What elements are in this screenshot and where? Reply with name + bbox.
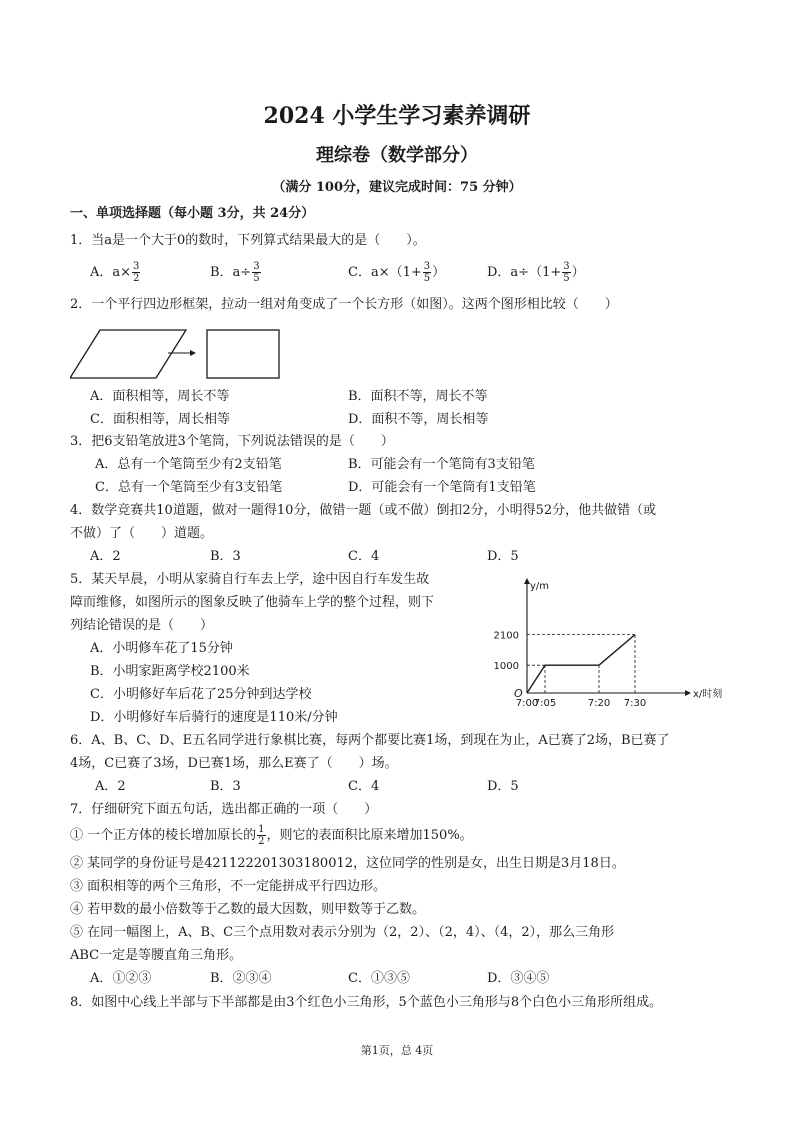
q1-option-c: C．a×（1+ $\frac{3}{5}$ ） xyxy=(348,261,446,284)
x-axis-label: x/时刻 xyxy=(693,689,723,700)
q7-statement-5-line2: ABC一定是等腰直角三角形。 xyxy=(70,948,243,963)
q4-option-a: A．2 xyxy=(90,549,121,564)
q5-option-c: C．小明修好车后花了25分钟到达学校 xyxy=(90,687,312,702)
question-8-stem: 8．如图中心线上半部与下半部都是由3个红色小三角形，5个蓝色小三角形与8个白色小三角形所组成。 xyxy=(70,995,663,1010)
question-4-stem-line2: 不做）了（ ）道题。 xyxy=(70,526,214,541)
question-5-stem-line3: 列结论错误的是（ ） xyxy=(70,618,214,633)
x-tick-label: 7:20 xyxy=(587,698,611,709)
q2-option-d: D．面积不等，周长相等 xyxy=(348,412,489,427)
parallelogram-to-rectangle-figure xyxy=(70,326,285,384)
question-4-stem-line1: 4．数学竞赛共10道题，做对一题得10分，做错一题（或不做）倒扣2分，小明得52分，他共做错（或 xyxy=(70,503,657,518)
q4-option-c: C．4 xyxy=(348,549,380,564)
q2-option-c: C．面积相等，周长相等 xyxy=(90,412,230,427)
data-segment xyxy=(599,635,635,666)
distance-time-chart xyxy=(485,572,745,712)
q2-option-a: A．面积相等，周长不等 xyxy=(90,389,230,404)
section-heading: 一、单项选择题（每小题 3分，共 24分） xyxy=(70,206,315,221)
q7-option-c: C．①③⑤ xyxy=(348,971,410,986)
q4-option-b: B．3 xyxy=(210,549,241,564)
q5-option-b: B．小明家距离学校2100米 xyxy=(90,664,250,679)
question-5-stem-line1: 5．某天早晨，小明从家骑自行车去上学，途中因自行车发生故 xyxy=(70,572,430,587)
q7-statement-3: ③ 面积相等的两个三角形，不一定能拼成平行四边形。 xyxy=(70,879,387,894)
q6-option-d: D．5 xyxy=(487,779,519,794)
q1-option-b: B．a÷ $\frac{3}{5}$ xyxy=(210,261,260,284)
question-5-stem-line2: 障而维修，如图所示的图象反映了他骑车上学的整个过程，则下 xyxy=(70,595,435,610)
q6-option-a: A．2 xyxy=(95,779,126,794)
rectangle-shape xyxy=(207,330,279,378)
q4-option-d: D．5 xyxy=(487,549,519,564)
y-axis-label: y/m xyxy=(530,581,550,592)
q7-option-d: D．③④⑤ xyxy=(487,971,550,986)
q7-statement-4: ④ 若甲数的最小倍数等于乙数的最大因数，则甲数等于乙数。 xyxy=(70,902,426,917)
q3-option-c: C．总有一个笔筒至少有3支铅笔 xyxy=(95,480,283,495)
q3-option-a: A．总有一个笔筒至少有2支铅笔 xyxy=(95,457,282,472)
x-tick-label: 7:00 xyxy=(515,698,539,709)
q2-option-b: B．面积不等，周长不等 xyxy=(348,389,488,404)
question-1-stem: 1．当a是一个大于0的数时，下列算式结果最大的是（ ）。 xyxy=(70,233,426,248)
q1-option-d: D．a÷（1+ $\frac{3}{5}$ ） xyxy=(487,261,585,284)
q5-option-a: A．小明修车花了15分钟 xyxy=(90,641,233,656)
parallelogram-shape xyxy=(70,330,186,378)
question-7-stem: 7．仔细研究下面五句话，选出都正确的一项（ ） xyxy=(70,802,378,817)
q6-option-b: B．3 xyxy=(210,779,241,794)
q7-statement-5-line1: ⑤ 在同一幅图上，A、B、C三个点用数对表示分别为（2，2）、（2，4）、（4，2），那么三角形 xyxy=(70,925,615,940)
q6-option-c: C．4 xyxy=(348,779,380,794)
arrow-head-icon xyxy=(190,350,196,356)
y-tick-label: 2100 xyxy=(493,630,519,642)
page-subtitle: 理综卷（数学部分） xyxy=(316,145,478,166)
y-tick-label: 1000 xyxy=(493,661,519,673)
exam-note: （满分 100分，建议完成时间：75 分钟） xyxy=(272,180,522,195)
x-tick-label: 7:30 xyxy=(623,698,647,709)
q7-option-a: A．①②③ xyxy=(90,971,152,986)
q3-option-b: B．可能会有一个笔筒有3支铅笔 xyxy=(348,457,535,472)
question-2-stem: 2．一个平行四边形框架，拉动一组对角变成了一个长方形（如图）。这两个图形相比较（ ） xyxy=(70,297,618,312)
x-axis-arrow-icon xyxy=(685,690,691,696)
x-tick-label: 7:05 xyxy=(533,698,557,709)
page-footer: 第1页，总 4页 xyxy=(360,1044,434,1057)
q7-option-b: B．②③④ xyxy=(210,971,272,986)
q7-statement-1: ① 一个正方体的棱长增加原长的 $\frac{1}{2}$ ，则它的表面积比原来增加150%。 xyxy=(70,824,473,847)
question-6-stem-line1: 6．A、B、C、D、E五名同学进行象棋比赛，每两个都要比赛1场，到现在为止，A已赛了2场，B已赛了 xyxy=(70,733,670,748)
origin-label: O xyxy=(514,687,523,700)
question-6-stem-line2: 4场，C已赛了3场，D已赛1场，那么E赛了（ ）场。 xyxy=(70,756,398,771)
q1-option-a: A．a× $\frac{3}{2}$ xyxy=(90,261,140,284)
page-title: 2024 小学生学习素养调研 xyxy=(263,103,531,129)
q7-statement-2: ② 某同学的身份证号是421122201303180012，这位同学的性别是女，出生日期是3月18日。 xyxy=(70,856,625,871)
data-segment xyxy=(527,665,545,693)
q3-option-d: D．可能会有一个笔筒有1支铅笔 xyxy=(348,480,536,495)
question-3-stem: 3．把6支铅笔放进3个笔筒，下列说法错误的是（ ） xyxy=(70,434,394,449)
q5-option-d: D．小明修好车后骑行的速度是110米/分钟 xyxy=(90,710,338,725)
